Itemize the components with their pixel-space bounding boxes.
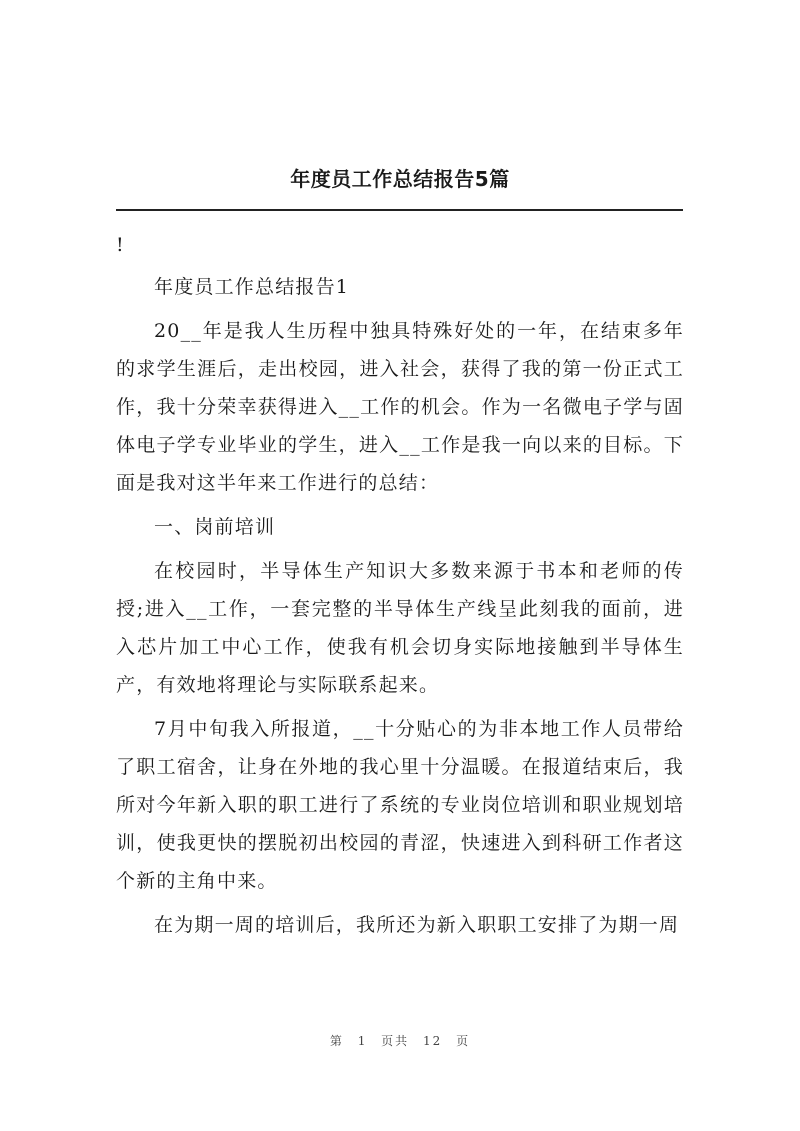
paragraph: 在为期一周的培训后，我所还为新入职职工安排了为期一周 bbox=[154, 914, 680, 936]
exclamation-mark: ! bbox=[116, 234, 124, 256]
paragraph: 7月中旬我入所报道，__十分贴心的为非本地工作人员带给了职工宿舍，让身在外地的我心里十分温暖。在报道结束后，我所对今年新入职的职工进行了系统的专业岗位培训和职业规划培训，使我更快的摆脱初出校园的青涩，快速进入到科研工作者这个新的主角中来。 bbox=[116, 718, 684, 892]
section-heading: 年度员工作总结报告1 bbox=[154, 276, 350, 298]
footer-middle: 页共 bbox=[381, 1034, 410, 1048]
footer-prefix: 第 bbox=[329, 1034, 344, 1048]
footer-total-pages: 12 bbox=[423, 1034, 443, 1048]
paragraph: 在校园时，半导体生产知识大多数来源于书本和老师的传授;进入__工作，一套完整的半导体生产线呈此刻我的面前，进入芯片加工中心工作，使我有机会切身实际地接触到半导体生产，有效地将理论与实际联系起来。 bbox=[116, 560, 684, 696]
title-divider bbox=[116, 209, 683, 211]
document-title: 年度员工作总结报告5篇 bbox=[290, 167, 510, 191]
document-body bbox=[116, 268, 684, 950]
footer-suffix: 页 bbox=[456, 1034, 471, 1048]
page-footer bbox=[0, 1032, 800, 1050]
subsection-heading: 一、岗前培训 bbox=[154, 516, 276, 538]
footer-page-number: 1 bbox=[357, 1034, 368, 1048]
paragraph: 20__年是我人生历程中独具特殊好处的一年，在结束多年的求学生涯后，走出校园，进入社会，获得了我的第一份正式工作，我十分荣幸获得进入__工作的机会。作为一名微电子学与固体电子学专业毕业的学生，进入__工作是我一向以来的目标。下面是我对这半年来工作进行的总结： bbox=[116, 320, 684, 494]
